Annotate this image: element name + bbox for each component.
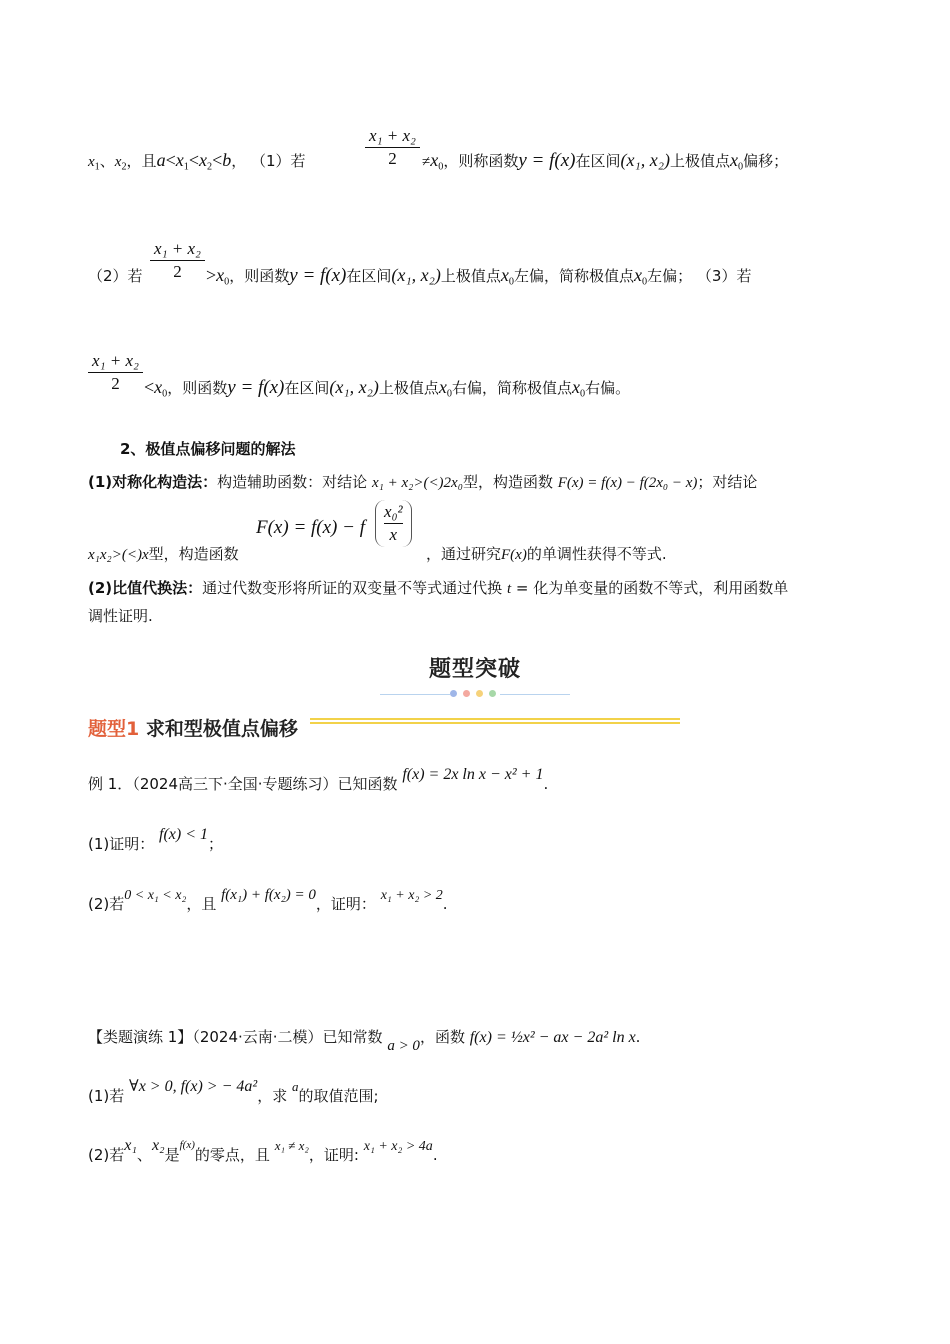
ineq-b: b <box>222 150 232 170</box>
case2-label: （2）若 <box>88 267 143 285</box>
heading-decoration <box>380 687 570 701</box>
fraction-avg-2: x₁ + x₂ 2 <box>150 239 205 282</box>
para1-line: $x_1$、$x_2$，且$a<x_1<x_2<b$， （1）若 <box>88 150 306 173</box>
interval: (x₁, x₂) <box>620 150 670 170</box>
x1-symbol: x <box>88 154 95 170</box>
dot-green <box>489 690 496 697</box>
example-label: 例 1． <box>88 775 133 793</box>
x2-symbol: x <box>114 154 122 170</box>
banner-title: 求和型极值点偏移 <box>145 718 298 740</box>
banner-type-label: 题型1 <box>88 718 140 740</box>
dot-pink <box>463 690 470 697</box>
case1-label: （1）若 <box>251 152 306 170</box>
method2-line1: (2)比值代换法：通过代数变形将所证的双变量不等式通过代换 t = 化为单变量的函数不等式，利用函数单 <box>88 579 789 597</box>
dot-blue <box>450 690 457 697</box>
fraction-avg: x₁ + x₂ 2 <box>365 126 420 169</box>
dot-yellow <box>476 690 483 697</box>
para1-line-tail: $\ne x_0$，则称函数y = f(x)在区间(x₁, x₂)上极值点$x_0$偏移； <box>422 150 789 173</box>
example1-q2: (2)若0 < x₁ < x₂，且 f(x₁) + f(x₂) = 0，证明： x₁ + x₂ > 2. <box>88 887 448 913</box>
function-y: y = f(x) <box>518 150 576 171</box>
heading-title: 题型突破 <box>428 657 521 682</box>
method1-label: (1)对称化构造法： <box>88 473 218 491</box>
para2-line-tail: $>x_0$，则函数y = f(x)在区间(x₁, x₂)上极值点$x_0$左偏，简称极值点$x_0$左偏； （3）若 <box>206 265 752 288</box>
method1-line2-tail: ，通过研究F(x)的单调性获得不等式. <box>426 545 667 563</box>
method1-F2-formula: F(x) = f(x) − f $\frac{\text{x₀²}}{x}$ <box>256 500 412 547</box>
separator: 、 <box>99 152 115 170</box>
fraction-avg-3: x₁ + x₂ 2 <box>88 351 143 394</box>
method1-line1: (1)对称化构造法：构造辅助函数：对结论 x₁ + x₂>(<)2x₀型，构造函数 F(x) = f(x) − f(2x₀ − x)；对结论 <box>88 473 758 491</box>
para2-line <box>88 265 143 286</box>
ineq-a: a <box>156 150 166 170</box>
practice1-q2: (2)若x₁、x₂是$^{f(x)}$的零点，且 x₁ ≠ x₂，证明: x₁ + x₂ > 4a. <box>88 1137 438 1164</box>
example1-line: 例 1．（2024高三下·全国·专题练习）已知函数 f(x) = 2x ln x − x² + 1. <box>88 766 549 793</box>
practice-label: 【类题演练 1】 <box>88 1028 193 1046</box>
and-text: ，且 <box>126 152 157 170</box>
method2-label: (2)比值代换法： <box>88 579 203 597</box>
section2-title: 2、极值点偏移问题的解法 <box>120 440 296 458</box>
method1-line2: x₁x₂>(<)x型，构造函数 <box>88 545 239 563</box>
section-heading <box>380 652 570 701</box>
method2-line2: 调性证明. <box>88 607 153 625</box>
example1-q1: (1)证明： f(x) < 1； <box>88 826 224 853</box>
para3-line: $<x_0$，则函数y = f(x)在区间(x₁, x₂)上极值点$x_0$右偏，简称极值点$x_0$右偏。 <box>144 377 631 400</box>
practice1-function: f(x) = ½x² − ax − 2a² ln x <box>469 1029 636 1046</box>
case3-label: （3）若 <box>696 267 752 285</box>
example1-function: f(x) = 2x ln x − x² + 1 <box>402 766 544 783</box>
practice1-line: 【类题演练 1】（2024·云南·二模）已知常数 a > 0，函数 f(x) = ½x² − ax − 2a² ln x. <box>88 1028 641 1054</box>
practice1-q1: (1)若 ∀x > 0, f(x) > − 4a²，求 a的取值范围; <box>88 1078 379 1105</box>
type-banner <box>88 712 680 742</box>
